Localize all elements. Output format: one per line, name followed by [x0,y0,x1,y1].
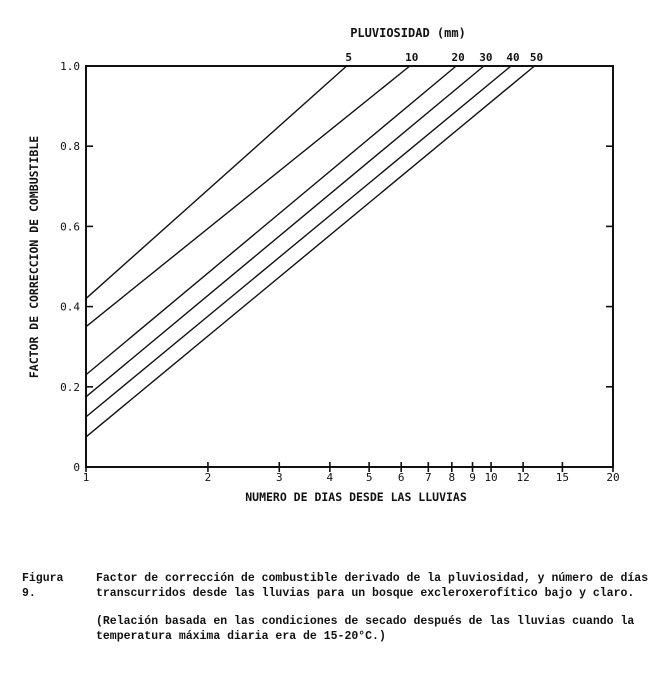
series-layer [86,66,534,437]
rainfall-label-5: 5 [345,51,352,64]
x-tick-label: 12 [516,471,530,484]
x-axis-ticks [83,462,620,484]
caption-line: (Relación basada en las condiciones de secado después de las lluvias cuando la [96,615,635,628]
y-tick-label: 0.6 [60,220,80,234]
rainfall-label-50: 50 [529,51,544,64]
caption-line: Factor de corrección de combustible derivado de la pluviosidad, y número de días [96,572,649,585]
y-tick-label: 0.8 [60,140,80,154]
series-line-30mm [86,66,484,397]
y-axis-label: FACTOR DE CORRECCION DE COMBUSTIBLE [27,135,41,379]
series-line-50mm [86,66,534,437]
y-tick-label: 1.0 [60,60,80,73]
x-tick-label: 20 [606,471,620,484]
series-line-10mm [86,66,410,327]
rainfall-label-40: 40 [506,51,520,64]
x-tick-label: 5 [365,471,373,484]
x-tick-label: 1 [82,471,90,484]
caption-label: Figura 9. [22,572,64,600]
plot-frame [86,66,613,467]
x-tick-label: 15 [555,471,570,484]
y-axis-ticks [60,60,613,474]
caption-line: transcurridos desde las lluvias para un bosque excleroxerofítico bajo y claro. [96,587,635,600]
x-tick-label: 10 [484,471,498,484]
x-tick-label: 7 [425,471,432,484]
y-tick-label: 0 [73,461,80,474]
series-line-5mm [86,66,347,299]
x-tick-label: 6 [397,471,405,484]
series-line-20mm [86,66,456,375]
x-axis-label: NUMERO DE DIAS DESDE LAS LLUVIAS [245,490,467,504]
x-tick-label: 8 [448,471,456,484]
rainfall-label-30: 30 [479,51,493,64]
y-tick-label: 0.4 [60,300,80,314]
rainfall-labels [345,51,543,64]
top-axis-label: PLUVIOSIDAD (mm) [350,26,466,40]
x-tick-label: 9 [469,471,476,484]
y-tick-label: 0.2 [60,380,80,394]
caption-line: temperatura máxima diaria era de 15-20°C.) [96,630,386,643]
x-tick-label: 4 [326,471,334,484]
x-tick-label: 2 [204,471,212,484]
rainfall-label-10: 10 [405,51,419,64]
x-tick-label: 3 [275,471,283,484]
rainfall-label-20: 20 [451,51,465,64]
